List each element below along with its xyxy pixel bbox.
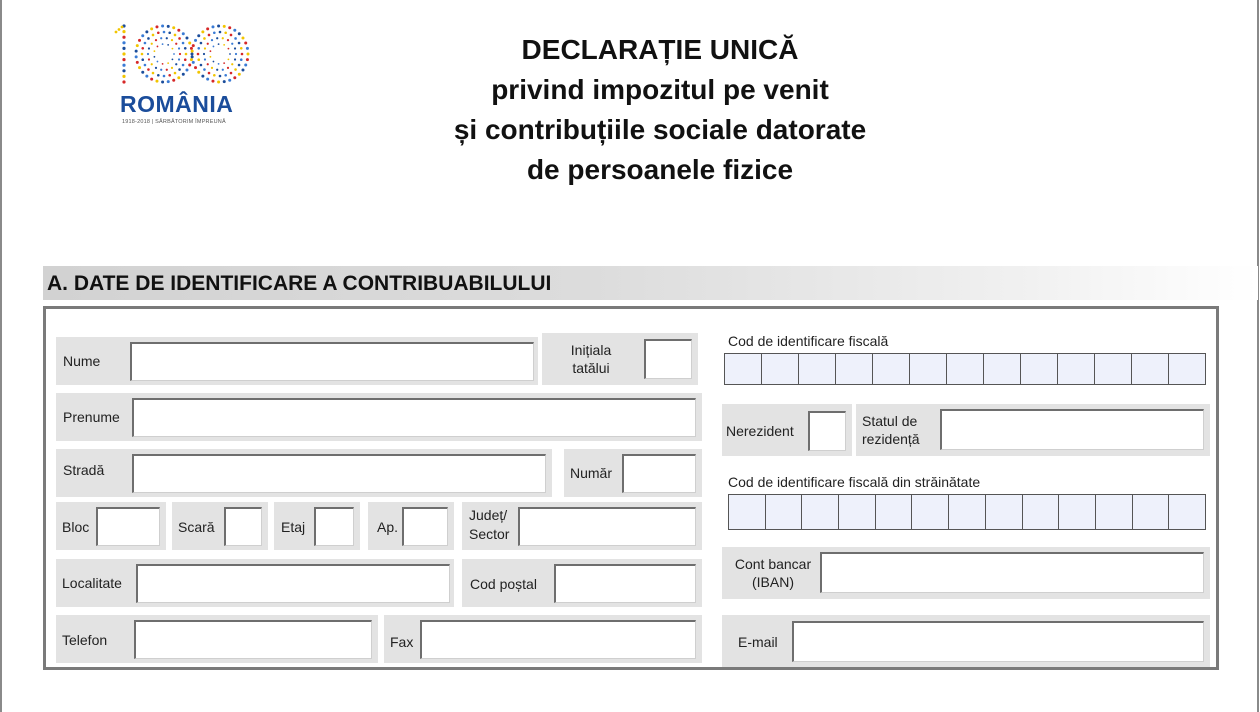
localitate-cell [56, 559, 454, 607]
fax-cell [384, 615, 702, 663]
grid-square[interactable] [1169, 495, 1205, 529]
nume-input[interactable] [130, 342, 534, 381]
grid-square[interactable] [799, 354, 836, 384]
romania-100-logo [112, 18, 262, 130]
cod-postal-input[interactable] [554, 564, 696, 603]
statul-rezidenta-input[interactable] [940, 409, 1204, 450]
grid-square[interactable] [1095, 354, 1132, 384]
numar-input[interactable] [622, 454, 696, 493]
telefon-input[interactable] [134, 620, 372, 659]
grid-square[interactable] [910, 354, 947, 384]
statul-label-2: rezidență [862, 431, 920, 447]
nerezident-label: Nerezident [726, 423, 794, 439]
ap-input[interactable] [402, 507, 448, 546]
etaj-input[interactable] [314, 507, 354, 546]
centenary-dots-icon [112, 18, 262, 93]
strada-cell [56, 449, 552, 497]
judet-label-2: Sector [469, 526, 510, 542]
grid-square[interactable] [1021, 354, 1058, 384]
bloc-cell [56, 502, 166, 550]
cont-bancar-label-2: (IBAN) [752, 574, 794, 590]
grid-square[interactable] [762, 354, 799, 384]
initiala-cell [542, 333, 698, 385]
identification-form [43, 306, 1219, 670]
grid-square[interactable] [947, 354, 984, 384]
title-line-2: privind impozitul pe venit [491, 74, 829, 105]
grid-square[interactable] [1023, 495, 1060, 529]
grid-square[interactable] [1169, 354, 1205, 384]
grid-square[interactable] [986, 495, 1023, 529]
numar-label: Număr [570, 465, 613, 481]
grid-square[interactable] [766, 495, 803, 529]
scara-input[interactable] [224, 507, 262, 546]
cif-label: Cod de identificare fiscală [728, 333, 889, 349]
grid-square[interactable] [839, 495, 876, 529]
fax-input[interactable] [420, 620, 696, 659]
grid-square[interactable] [725, 354, 762, 384]
grid-square[interactable] [1096, 495, 1133, 529]
statul-rezidenta-cell [856, 404, 1210, 456]
grid-square[interactable] [1133, 495, 1170, 529]
title-line-1: DECLARAȚIE UNICĂ [521, 34, 799, 65]
localitate-label: Localitate [62, 575, 122, 591]
cif-strainatate-label: Cod de identificare fiscală din străinătate [728, 474, 981, 490]
scara-cell [172, 502, 268, 550]
logo-tagline: 1918-2018 | SĂRBĂTORIM ÎMPREUNĂ [122, 119, 226, 125]
email-input[interactable] [792, 621, 1204, 662]
prenume-label: Prenume [63, 409, 120, 425]
cif-input-grid[interactable] [724, 353, 1206, 385]
cod-postal-label: Cod poștal [470, 576, 537, 592]
telefon-cell [56, 615, 378, 663]
section-a-heading: A. DATE DE IDENTIFICARE A CONTRIBUABILULUI [47, 272, 552, 295]
judet-cell [462, 502, 702, 550]
email-cell [722, 615, 1210, 667]
strada-label: Stradă [63, 462, 105, 478]
grid-square[interactable] [876, 495, 913, 529]
bloc-label: Bloc [62, 519, 90, 535]
grid-square[interactable] [984, 354, 1021, 384]
strada-input[interactable] [132, 454, 546, 493]
prenume-cell [56, 393, 702, 441]
logo-word: ROMÂNIA [120, 91, 234, 117]
title-line-3: și contribuțiile sociale datorate [453, 114, 867, 145]
grid-square[interactable] [1132, 354, 1169, 384]
nume-label: Nume [63, 353, 101, 369]
title-line-4: de persoanele fizice [526, 154, 794, 185]
grid-square[interactable] [729, 495, 766, 529]
bloc-input[interactable] [96, 507, 160, 546]
page-border-right [1257, 0, 1259, 712]
initiala-input[interactable] [644, 339, 692, 379]
cont-bancar-input[interactable] [820, 552, 1204, 593]
grid-square[interactable] [873, 354, 910, 384]
judet-input[interactable] [518, 507, 696, 546]
ap-label: Ap. [377, 519, 399, 535]
etaj-label: Etaj [281, 519, 306, 535]
initiala-label-2: tatălui [572, 360, 610, 376]
page-border-left [0, 0, 2, 712]
nerezident-input[interactable] [808, 411, 846, 451]
grid-square[interactable] [912, 495, 949, 529]
telefon-label: Telefon [62, 632, 108, 648]
section-a-header [43, 266, 1258, 300]
grid-square[interactable] [802, 495, 839, 529]
initiala-label-1: Inițiala [570, 342, 612, 358]
localitate-input[interactable] [136, 564, 450, 603]
cont-bancar-label-1: Cont bancar [734, 556, 812, 572]
grid-square[interactable] [1058, 354, 1095, 384]
ap-cell [368, 502, 454, 550]
etaj-cell [274, 502, 360, 550]
cont-bancar-cell [722, 547, 1210, 599]
grid-square[interactable] [836, 354, 873, 384]
nume-cell [56, 337, 538, 385]
judet-label-1: Județ/ [469, 507, 508, 523]
grid-square[interactable] [1059, 495, 1096, 529]
scara-label: Scară [178, 519, 215, 535]
prenume-input[interactable] [132, 398, 696, 437]
fax-label: Fax [390, 634, 414, 650]
cod-postal-cell [462, 559, 702, 607]
cif-strainatate-input-grid[interactable] [728, 494, 1206, 530]
email-label: E-mail [738, 634, 778, 650]
nerezident-cell [722, 404, 852, 456]
numar-cell [564, 449, 702, 497]
page-title [390, 30, 930, 190]
grid-square[interactable] [949, 495, 986, 529]
statul-label-1: Statul de [862, 413, 918, 429]
